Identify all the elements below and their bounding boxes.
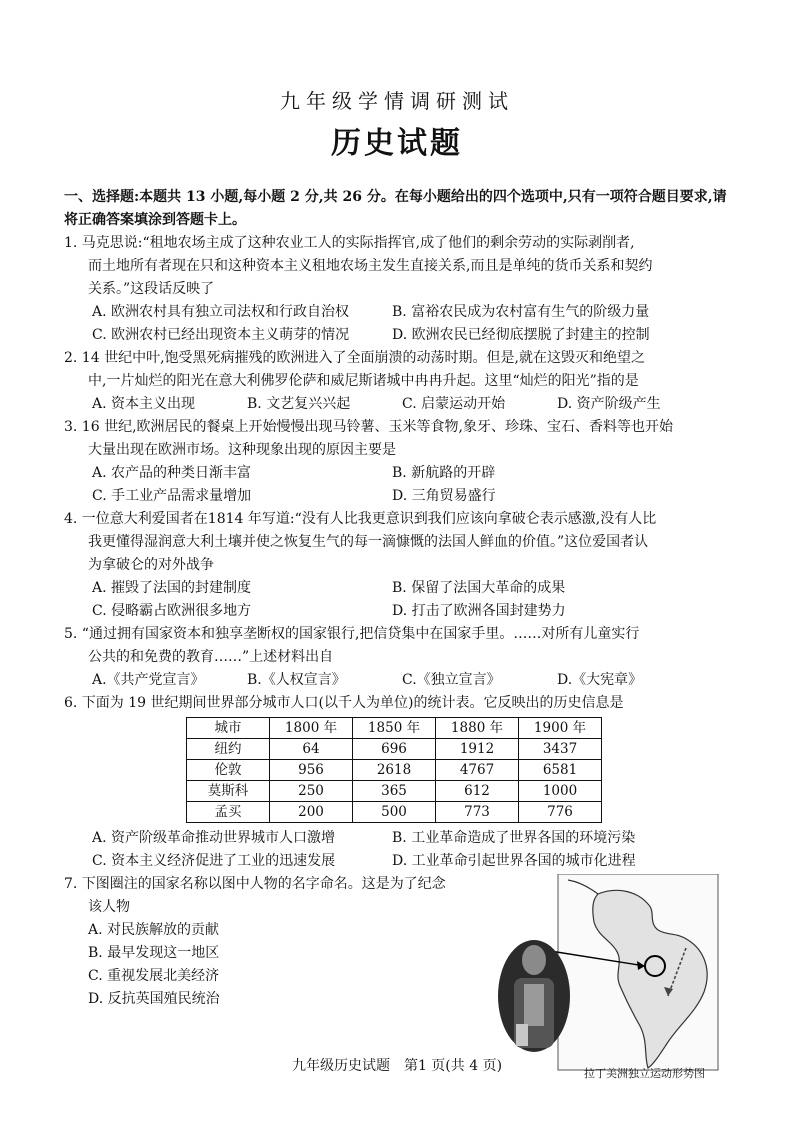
figure-caption: 拉丁美洲独立运动形势图 <box>584 1067 705 1080</box>
option-a: A. 摧毁了法国的封建制度 <box>92 580 252 596</box>
table-cell: 250 <box>270 781 353 802</box>
question-4 <box>64 508 734 623</box>
table-cell: 3437 <box>519 739 602 760</box>
question-stem-line: 公共的和免费的教育……”上述材料出自 <box>88 649 334 665</box>
table-cell: 6581 <box>519 760 602 781</box>
table-cell: 纽约 <box>187 739 270 760</box>
table-cell: 696 <box>353 739 436 760</box>
option-b: B. 最早发现这一地区 <box>88 945 220 961</box>
subject-title: 历史试题 <box>331 126 463 161</box>
option-c: C. 手工业产品需求量增加 <box>92 488 252 504</box>
question-stem-line: 大量出现在欧洲市场。这种现象出现的原因主要是 <box>88 442 396 458</box>
option-b: B. 富裕农民成为农村富有生气的阶级力量 <box>392 304 650 320</box>
question-6 <box>64 692 734 873</box>
question-stem-line: 中,一片灿烂的阳光在意大利佛罗伦萨和威尼斯诸城中冉冉升起。这里“灿烂的阳光”指的是 <box>88 373 639 389</box>
option-c: C. 资本主义经济促进了工业的迅速发展 <box>92 853 336 869</box>
table-header-cell: 1880 年 <box>436 718 519 739</box>
question-stem-line: 4. 一位意大利爱国者在1814 年写道:“没有人比我更意识到我们应该向拿破仑表示感激,没有人比 <box>64 511 657 527</box>
table-cell: 612 <box>436 781 519 802</box>
option-a: A.《共产党宣言》 <box>92 672 205 688</box>
option-b: B.《人权宣言》 <box>247 672 346 688</box>
question-stem-line: 3. 16 世纪,欧洲居民的餐桌上开始慢慢出现马铃薯、玉米等食物,象牙、珍珠、宝石、香料等也开始 <box>64 419 673 435</box>
table-row <box>187 760 602 781</box>
option-a: A. 资本主义出现 <box>92 396 196 412</box>
table-cell: 1000 <box>519 781 602 802</box>
option-d: D. 资产阶级产生 <box>557 396 661 412</box>
table-cell: 956 <box>270 760 353 781</box>
exam-title: 九年级学情调研测试 <box>280 89 514 113</box>
option-d: D.《大宪章》 <box>557 672 643 688</box>
table-cell: 365 <box>353 781 436 802</box>
page-footer: 九年级历史试题 第1 页(共 4 页) <box>291 1058 503 1074</box>
option-c: C. 侵略霸占欧洲很多地方 <box>92 603 252 619</box>
option-d: D. 打击了欧洲各国封建势力 <box>392 603 566 619</box>
question-stem-line: 7. 下图圈注的国家名称以图中人物的名字命名。这是为了纪念 <box>64 876 446 892</box>
option-a: A. 欧洲农村具有独立司法权和行政自治权 <box>92 304 350 320</box>
table-cell: 2618 <box>353 760 436 781</box>
table-header-row <box>187 718 602 739</box>
question-1 <box>64 232 734 347</box>
option-a: A. 资产阶级革命推动世界城市人口激增 <box>92 830 336 846</box>
option-b: B. 工业革命造成了世界各国的环境污染 <box>392 830 636 846</box>
table-header-cell: 1800 年 <box>270 718 353 739</box>
table-row <box>187 781 602 802</box>
option-c: C. 重视发展北美经济 <box>88 968 220 984</box>
question-3 <box>64 416 734 508</box>
question-stem-line: 而土地所有者现在只和这种资本主义租地农场主发生直接关系,而且是单纯的货币关系和契约 <box>88 258 653 274</box>
option-d: D. 工业革命引起世界各国的城市化进程 <box>392 853 636 869</box>
option-b: B. 文艺复兴兴起 <box>247 396 351 412</box>
question-stem-line: 我更懂得湿润意大利土壤并使之恢复生气的每一滴慷慨的法国人鲜血的价值。”这位爱国者认 <box>88 534 649 550</box>
question-5 <box>64 623 734 692</box>
option-c: C. 欧洲农村已经出现资本主义萌芽的情况 <box>92 327 350 343</box>
table-cell: 776 <box>519 802 602 823</box>
table-cell: 4767 <box>436 760 519 781</box>
table-cell: 64 <box>270 739 353 760</box>
table-row <box>187 802 602 823</box>
option-b: B. 新航路的开辟 <box>392 465 496 481</box>
table-cell: 200 <box>270 802 353 823</box>
option-a: A. 农产品的种类日渐丰富 <box>92 465 252 481</box>
question-stem-line: 5. “通过拥有国家资本和独享垄断权的国家银行,把信贷集中在国家手里。……对所有儿童实行 <box>64 626 640 642</box>
table-cell: 伦敦 <box>187 760 270 781</box>
question-stem-line: 2. 14 世纪中叶,饱受黑死病摧残的欧洲进入了全面崩溃的动荡时期。但是,就在这毁灭和绝望之 <box>64 350 645 366</box>
table-row <box>187 739 602 760</box>
table-cell: 莫斯科 <box>187 781 270 802</box>
option-a: A. 对民族解放的贡献 <box>88 922 220 938</box>
option-c: C. 启蒙运动开始 <box>402 396 506 412</box>
table-cell: 500 <box>353 802 436 823</box>
question-2 <box>64 347 734 416</box>
option-d: D. 反抗英国殖民统治 <box>88 991 220 1007</box>
option-b: B. 保留了法国大革命的成果 <box>392 580 566 596</box>
table-header-cell: 城市 <box>187 718 270 739</box>
question-stem-line: 6. 下面为 19 世纪期间世界部分城市人口(以千人为单位)的统计表。它反映出的历史信息是 <box>64 695 624 711</box>
option-d: D. 欧洲农民已经彻底摆脱了封建主的控制 <box>392 327 650 343</box>
question-stem-line: 该人物 <box>88 899 130 915</box>
section-heading: 一、选择题:本题共 13 小题,每小题 2 分,共 26 分。在每小题给出的四个选项中,只有一项符合题目要求,请将正确答案填涂到答题卡上。 <box>64 189 727 228</box>
portrait-image <box>498 940 570 1052</box>
question-stem-line: 为拿破仑的对外战争 <box>88 557 214 573</box>
table-header-cell: 1850 年 <box>353 718 436 739</box>
population-table <box>186 717 602 823</box>
table-cell: 773 <box>436 802 519 823</box>
option-c: C.《独立宣言》 <box>402 672 501 688</box>
table-cell: 1912 <box>436 739 519 760</box>
question-stem-line: 关系。”这段话反映了 <box>88 281 215 297</box>
table-cell: 孟买 <box>187 802 270 823</box>
table-header-cell: 1900 年 <box>519 718 602 739</box>
option-d: D. 三角贸易盛行 <box>392 488 496 504</box>
question-stem-line: 1. 马克思说:“租地农场主成了这种农业工人的实际指挥官,成了他们的剩余劳动的实际剥削者, <box>64 235 635 251</box>
latin-america-map-figure <box>498 874 720 1074</box>
